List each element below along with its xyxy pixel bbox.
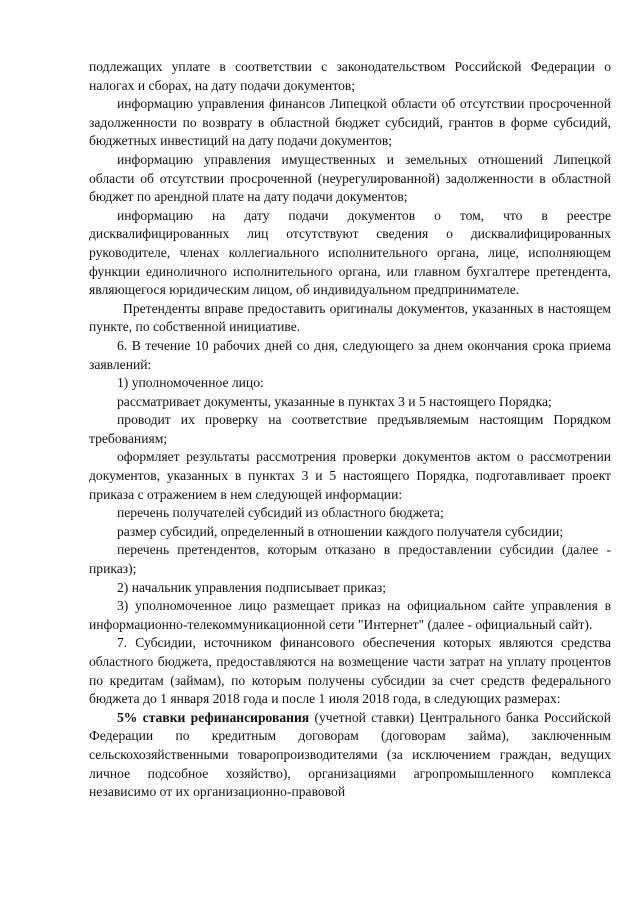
paragraph-17: [89, 709, 611, 802]
paragraph-5: Претенденты вправе предоставить оригиналы документов, указанных в настоящем пункте, по собственной инициативе.: [89, 300, 611, 335]
paragraph-6: 6. В течение 10 рабочих дней со дня, следующего за днем окончания срока приема заявлений:: [89, 337, 611, 372]
document-page: [89, 58, 611, 802]
paragraph-4: информацию на дату подачи документов о том, что в реестре дисквалифицированных лиц отсутствуют сведения о дисквалифицированных руководителе, членах коллегиального исполнительного органа, лице, исполняющем функции единоличного исполнительного органа, или главном бухгалтере претендента, являющегося юридическим лицом, об индивидуальном предпринимателе.: [89, 207, 611, 298]
paragraph-8: рассматривает документы, указанные в пунктах 3 и 5 настоящего Порядка;: [117, 393, 552, 409]
paragraph-17-text: (учетной ставки) Центрального банка Российской Федерации по кредитным договорам (договорам займа), заключенным сельскохозяйственными товаропроизводителями (за исключением граждан, ведущих личное подсобное хозяйство), организациями агропромышленного комплекса независимо от их организационно-правовой: [89, 709, 611, 800]
paragraph-10: оформляет результаты рассмотрения проверки документов актом о рассмотрении документов, указанных в пунктах 3 и 5 настоящего Порядка, подготавливает проект приказа с отражением в нем следующей информации:: [89, 449, 611, 502]
paragraph-9: проводит их проверку на соответствие предъявляемым настоящим Порядком требованиям;: [89, 412, 611, 446]
paragraph-15: 3) уполномоченное лицо размещает приказ на официальном сайте управления в информационно-телекоммуникационной сети "Интернет" (далее - официальный сайт).: [89, 598, 611, 632]
paragraph-11: перечень получателей субсидий из областного бюджета;: [117, 505, 444, 521]
paragraph-12: размер субсидий, определенный в отношении каждого получателя субсидии;: [117, 523, 564, 539]
paragraph-7: 1) уполномоченное лицо:: [117, 375, 264, 391]
paragraph-1: подлежащих уплате в соответствии с законодательством Российской Федерации о налогах и сборах, на дату подачи документов;: [89, 59, 611, 93]
paragraph-14: 2) начальник управления подписывает приказ;: [117, 579, 387, 595]
paragraph-13: перечень претендентов, которым отказано в предоставлении субсидии (далее - приказ);: [89, 542, 611, 577]
bold-lead-text: 5% ставки рефинансирования: [117, 709, 310, 725]
paragraph-16: 7. Субсидии, источником финансового обеспечения которых являются средства областного бюджета, предоставляются на возмещение части затрат на уплату процентов по кредитам (займам), по которым получены субсидии за счет средств федерального бюджета до 1 января 2018 года и после 1 июля 2018 года, в следующих размерах:: [89, 635, 611, 707]
paragraph-3: информацию управления имущественных и земельных отношений Липецкой области об отсутствии просроченной (неурегулированной) задолженности в областной бюджет по арендной плате на дату подачи документов;: [89, 151, 611, 205]
paragraph-2: информацию управления финансов Липецкой области об отсутствии просроченной задолженности по возврату в областной бюджет субсидий, грантов в форме субсидий, бюджетных инвестиций на дату подачи документов;: [89, 96, 611, 149]
